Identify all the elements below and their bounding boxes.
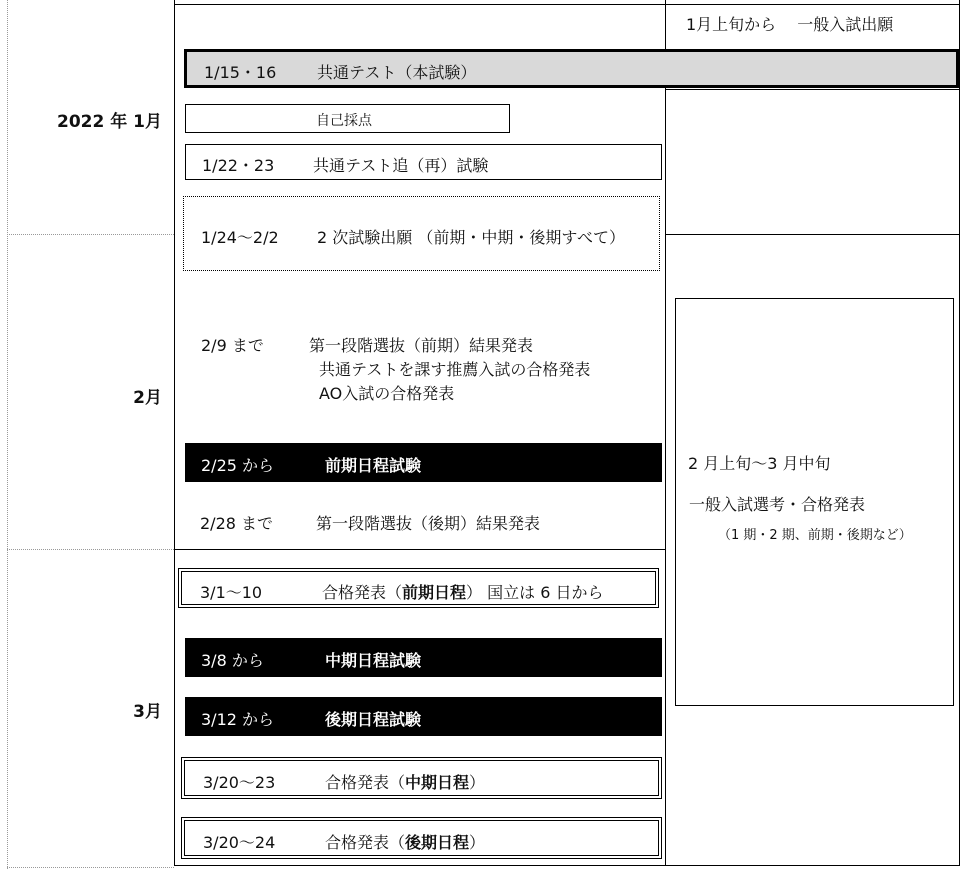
event-date: 2/28 まで [200, 514, 274, 533]
row-divider-jan-feb-right [665, 234, 960, 235]
row-divider-feb-mar-middle [174, 549, 665, 550]
month-label-january: 2022 年 1月 [57, 112, 162, 132]
event-text-line-3: AO入試の合格発表 [319, 384, 455, 403]
event-text-line-2: 共通テストを課す推薦入試の合格発表 [319, 360, 591, 379]
row-divider-jan-feb-left [7, 234, 174, 235]
event-second-exam-application [183, 196, 660, 271]
event-first-stage-results-late [185, 508, 662, 536]
event-middle-exam [185, 638, 662, 677]
event-date: 3/1～10 [200, 583, 263, 602]
event-text: 2 次試験出願 （前期・中期・後期すべて） [317, 228, 626, 247]
event-results-early [178, 568, 659, 608]
row-divider-feb-mar-left [7, 549, 174, 550]
event-common-test-main [184, 49, 959, 88]
event-late-exam [185, 697, 662, 736]
event-date: 1/15・16 [204, 63, 277, 82]
event-text: 合格発表（中期日程） [325, 773, 486, 792]
month-label-february: 2月 [133, 388, 162, 408]
event-date: 3/12 から [201, 710, 275, 729]
event-text: 共通テスト（本試験） [317, 63, 477, 82]
results-title: 一般入試選考・合格発表 [689, 495, 866, 514]
bottom-border-left [7, 867, 174, 868]
bottom-border [174, 865, 960, 866]
event-text: 合格発表（前期日程） 国立は 6 日から [322, 583, 604, 602]
event-text: 後期日程試験 [325, 710, 422, 729]
general-exam-results-box [675, 298, 954, 706]
event-text: 共通テスト追（再）試験 [313, 156, 489, 175]
event-results-middle [181, 757, 662, 799]
top-border [174, 4, 960, 5]
event-first-stage-results-early [185, 330, 662, 410]
event-text: 前期日程試験 [325, 456, 422, 475]
event-date: 1/24～2/2 [201, 228, 279, 247]
outer-right-border [959, 0, 960, 866]
general-exam-application-note: 1月上旬から 一般入試出願 [686, 15, 894, 34]
right-note-divider [665, 89, 960, 90]
event-text: 中期日程試験 [325, 651, 422, 670]
event-date: 3/20～23 [203, 773, 276, 792]
event-date: 3/20～24 [203, 833, 276, 852]
month-label-march: 3月 [133, 702, 162, 722]
column-divider-right [665, 0, 666, 866]
event-date: 3/8 から [201, 651, 264, 670]
event-text: 合格発表（後期日程） [325, 833, 486, 852]
outer-left-border [7, 0, 8, 869]
event-date: 2/9 まで [201, 336, 264, 355]
event-date: 2/25 から [201, 456, 275, 475]
results-subtitle: （1 期・2 期、前期・後期など） [718, 528, 912, 543]
event-text: 第一段階選抜（後期）結果発表 [316, 514, 541, 533]
event-text-line-1: 第一段階選抜（前期）結果発表 [309, 336, 534, 355]
event-date: 1/22・23 [202, 156, 275, 175]
column-divider-left [174, 0, 175, 866]
event-results-late [181, 817, 662, 859]
results-period: 2 月上旬～3 月中旬 [688, 454, 831, 473]
event-early-exam [185, 443, 662, 482]
event-common-test-makeup [185, 144, 662, 180]
event-text: 自己採点 [316, 113, 372, 129]
event-self-scoring [185, 104, 510, 133]
